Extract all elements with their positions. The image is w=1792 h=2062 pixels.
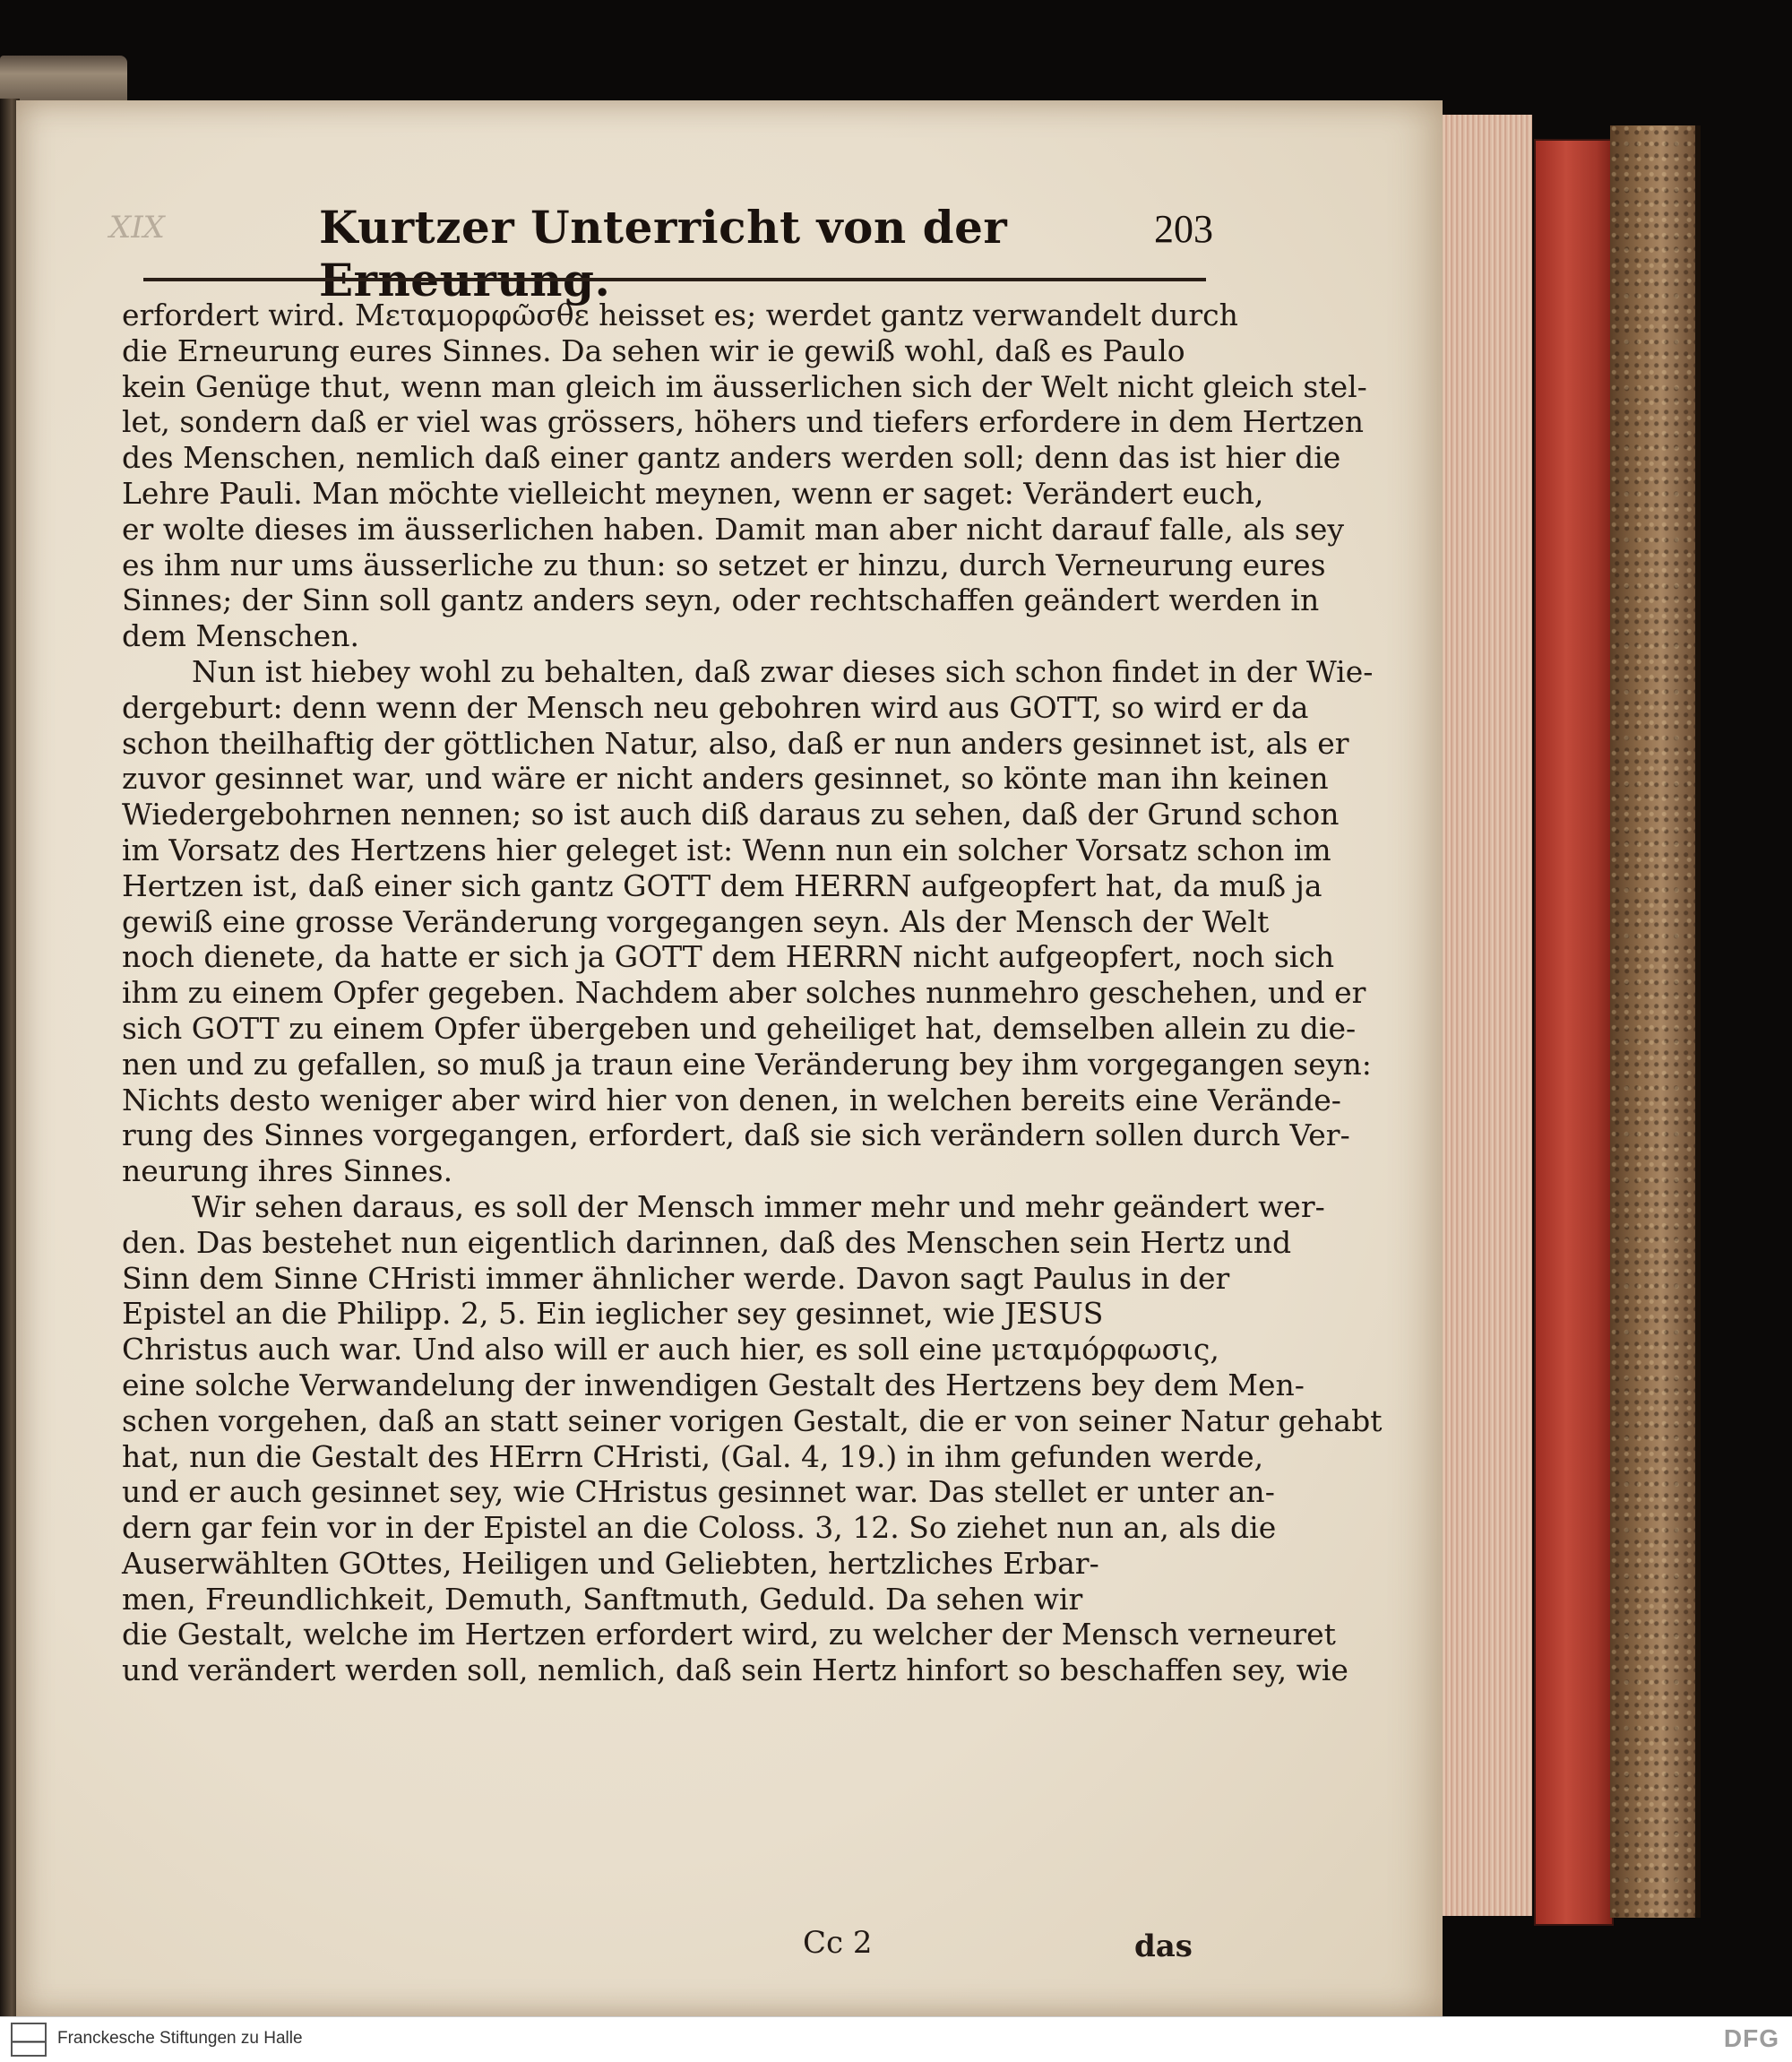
text-line: die Gestalt, welche im Hertzen erfordert wird, zu welcher der Mensch verneuret [122,1617,1336,1652]
text-line: Wiedergebohrnen nennen; so ist auch diß daraus zu sehen, daß der Grund schon [122,797,1340,833]
text-line: im Vorsatz des Hertzens hier geleget ist: Wenn nun ein solcher Vorsatz schon im [122,832,1331,867]
text-line: Nun ist hiebey wohl zu behalten, daß zwar dieses sich schon findet in der Wie- [192,653,1374,689]
text-line: schen vorgehen, daß an statt seiner vorigen Gestalt, die er von seiner Natur gehabt [122,1402,1383,1438]
text-line: er wolte dieses im äusserlichen haben. Damit man aber nicht darauf falle, als sey [122,511,1345,547]
dfg-logo[interactable]: DFG [1723,2024,1779,2052]
catchword: das [1134,1928,1193,1964]
text-line: let, sondern daß er viel was grössers, höhers und tiefers erfordere in dem Hertzen [122,404,1365,440]
text-line: Hertzen ist, daß einer sich gantz GOTT dem HERRN aufgeopfert hat, da muß ja [122,867,1322,903]
text-line: dem Menschen. [122,618,359,654]
text-line: die Erneurung eures Sinnes. Da sehen wir ie gewiß wohl, daß es Paulo [122,332,1185,368]
text-line: des Menschen, nemlich daß einer gantz anders werden soll; denn das ist hier die [122,440,1341,476]
text-line: es ihm nur ums äusserliche zu thun: so setzet er hinzu, durch Verneurung eures [122,547,1326,582]
institution-logo-icon[interactable] [11,2023,47,2057]
page-header [109,190,1213,306]
text-line: zuvor gesinnet war, und wäre er nicht anders gesinnet, so könte man ihn keinen [122,761,1329,797]
text-line: Lehre Pauli. Man möchte vielleicht meynen, wenn er saget: Verändert euch, [122,475,1264,511]
text-line: rung des Sinnes vorgegangen, erfordert, daß sie sich verändern sollen durch Ver- [122,1117,1350,1153]
page-content [109,190,1383,1964]
header-rule [143,278,1206,281]
text-line: Nichts desto weniger aber wird hier von denen, in welchen bereits eine Verände- [122,1082,1341,1117]
text-line: Auserwählten GOttes, Heiligen und Geliebten, hertzliches Erbar- [122,1545,1099,1581]
text-line: men, Freundlichkeit, Demuth, Sanftmuth, Geduld. Da sehen wir [122,1581,1083,1617]
page-number: 203 [1154,207,1213,251]
text-line: noch dienete, da hatte er sich ja GOTT dem HERRN nicht aufgeopfert, noch sich [122,939,1335,975]
bleed-through-text: XIX [109,210,165,246]
signature-mark: Cc 2 [803,1925,873,1961]
text-line: kein Genüge thut, wenn man gleich im äusserlichen sich der Welt nicht gleich stel- [122,368,1367,404]
red-cover-edge [1534,139,1614,1926]
text-line: Epistel an die Philipp. 2, 5. Ein ieglicher sey gesinnet, wie JESUS [122,1296,1104,1332]
text-line: Sinnes; der Sinn soll gantz anders seyn, oder rechtschaffen geändert werden in [122,582,1320,618]
text-line: Sinn dem Sinne CHristi immer ähnlicher werde. Davon sagt Paulus in der [122,1260,1230,1296]
text-line: neurung ihres Sinnes. [122,1153,453,1189]
body-text [122,298,1383,1688]
viewer-footer [0,2016,1792,2062]
text-line: dergeburt: denn wenn der Mensch neu gebohren wird aus GOTT, so wird er da [122,689,1309,725]
text-line: dern gar fein vor in der Epistel an die Coloss. 3, 12. So ziehet nun an, als die [122,1510,1277,1546]
text-line: gewiß eine grosse Veränderung vorgegangen seyn. Als der Mensch der Welt [122,903,1270,939]
text-line: nen und zu gefallen, so muß ja traun eine Veränderung bey ihm vorgegangen seyn: [122,1046,1372,1082]
text-line: sich GOTT zu einem Opfer übergeben und geheiliget hat, demselben allein zu die- [122,1010,1357,1046]
text-line: erfordert wird. Μεταμορφῶσθε heisset es; werdet gantz verwandelt durch [122,298,1238,332]
leather-cover [1610,125,1701,1918]
running-title: Kurtzer Unterricht von der Erneurung. [319,201,1008,306]
text-line: schon theilhaftig der göttlichen Natur, also, daß er nun anders gesinnet ist, als er [122,725,1349,761]
text-line: und verändert werden soll, nemlich, daß sein Hertz hinfort so beschaffen sey, wie [122,1652,1348,1688]
text-line: eine solche Verwandelung der inwendigen Gestalt des Hertzens bey dem Men- [122,1367,1305,1402]
text-line: Christus auch war. Und also will er auch hier, es soll eine μεταμόρφωσις, [122,1332,1219,1367]
text-line: hat, nun die Gestalt des HErrn CHristi, (Gal. 4, 19.) in ihm gefunden werde, [122,1438,1264,1474]
text-line: und er auch gesinnet sey, wie CHristus gesinnet war. Das stellet er unter an- [122,1474,1275,1510]
institution-name[interactable]: Franckesche Stiftungen zu Halle [57,2029,303,2048]
book-cover-top [0,56,127,100]
text-line: Wir sehen daraus, es soll der Mensch immer mehr und mehr geändert wer- [192,1188,1325,1224]
text-line: ihm zu einem Opfer gegeben. Nachdem aber solches nunmehro geschehen, und er [122,975,1366,1011]
text-line: den. Das bestehet nun eigentlich darinnen, daß des Menschen sein Hertz und [122,1224,1292,1260]
page-edges [1443,115,1532,1916]
